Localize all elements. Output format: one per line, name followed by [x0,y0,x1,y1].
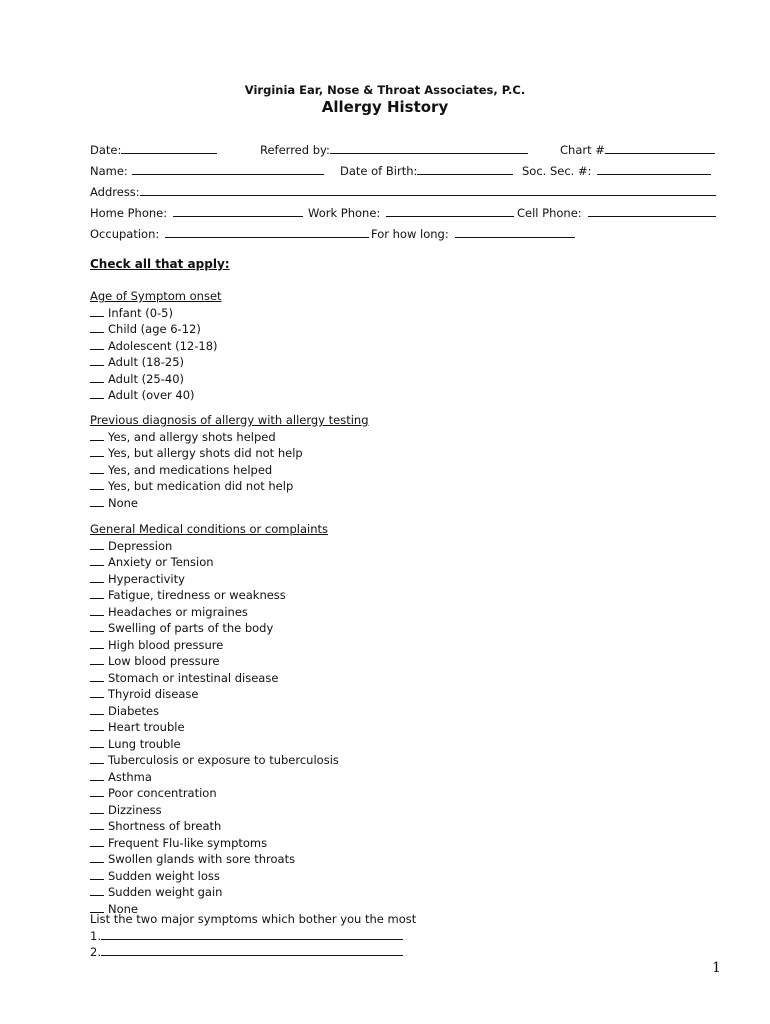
item-label: Child (age 6-12) [108,322,201,336]
check-blank[interactable] [90,653,104,665]
checklist-item[interactable] [90,495,369,512]
checklist-item[interactable] [90,835,339,852]
symptom-line-1[interactable] [90,928,416,945]
checklist-item[interactable] [90,462,369,479]
symptom-1-input-line[interactable] [101,928,403,940]
checklist-item[interactable] [90,752,339,769]
date-field [90,142,217,158]
item-label: Sudden weight gain [108,885,223,899]
check-blank[interactable] [90,587,104,599]
check-all-heading: Check all that apply: [90,257,230,271]
item-label: Anxiety or Tension [108,555,214,569]
check-blank[interactable] [90,637,104,649]
item-label: Heart trouble [108,720,185,734]
checklist-item[interactable] [90,445,369,462]
checklist-item[interactable] [90,785,339,802]
checklist-item[interactable] [90,802,339,819]
cell-phone-field [517,205,716,221]
symptom-number: 1. [90,928,101,943]
checklist-item[interactable] [90,354,222,371]
item-label: Headaches or migraines [108,604,248,619]
check-blank[interactable] [90,371,104,383]
for-how-long-field [371,226,575,242]
check-blank[interactable] [90,818,104,830]
checklist-item[interactable] [90,371,222,388]
dob-input-line[interactable] [417,163,513,175]
checklist-item[interactable] [90,321,222,338]
item-label: Hyperactivity [108,571,185,586]
check-blank[interactable] [90,719,104,731]
address-input-line[interactable] [140,184,716,196]
item-label: Lung trouble [108,736,181,751]
check-blank[interactable] [90,851,104,863]
work-phone-input-line[interactable] [386,205,514,217]
item-label: Dizziness [108,802,162,817]
check-blank[interactable] [90,703,104,715]
item-label: Yes, and medications helped [108,462,273,477]
dob-label: Date of Birth: [340,164,418,178]
organization-name: Virginia Ear, Nose & Throat Associates, P.C. [244,83,526,97]
symptom-number: 2. [90,945,101,959]
item-label: High blood pressure [108,637,224,652]
for-how-long-label: For how long: [371,227,449,241]
check-blank[interactable] [90,462,104,474]
checklist-item[interactable] [90,637,339,654]
section-heading: Age of Symptom onset [90,289,222,303]
checklist-item[interactable] [90,653,339,670]
item-label: Infant (0-5) [108,305,173,320]
check-blank[interactable] [90,884,104,896]
check-blank[interactable] [90,429,104,441]
item-label: Asthma [108,769,152,784]
check-blank[interactable] [90,338,104,350]
check-blank[interactable] [90,620,104,632]
occupation-input-line[interactable] [165,226,369,238]
checklist-item[interactable] [90,478,369,495]
checklist-item[interactable] [90,818,339,835]
date-label: Date: [90,143,122,157]
section-heading: General Medical conditions or complaints [90,522,329,536]
check-blank[interactable] [90,670,104,682]
page-number: 1 [712,960,721,976]
checklist-item[interactable] [90,670,339,687]
checklist-item[interactable] [90,305,222,322]
symptom-2-input-line[interactable] [101,944,403,956]
referred-by-input-line[interactable] [330,142,528,154]
item-label: Poor concentration [108,786,217,800]
item-label: None [108,495,139,510]
for-how-long-input-line[interactable] [455,226,575,238]
item-label: Adult (25-40) [108,371,185,386]
check-blank[interactable] [90,868,104,880]
work-phone-label: Work Phone: [308,206,381,220]
major-symptoms-prompt: List the two major symptoms which bother you the most [90,912,417,926]
item-label: Swelling of parts of the body [108,621,274,635]
checklist-item[interactable] [90,719,339,736]
checklist-item[interactable] [90,868,339,885]
check-blank[interactable] [90,478,104,490]
check-blank[interactable] [90,604,104,616]
referred-by-field [260,142,528,158]
name-field [90,163,324,179]
checklist-item[interactable] [90,587,339,604]
check-blank[interactable] [90,495,104,507]
item-label: Sudden weight loss [108,868,220,883]
check-blank[interactable] [90,802,104,814]
item-label: Frequent Flu-like symptoms [108,835,268,850]
home-phone-input-line[interactable] [173,205,303,217]
check-blank[interactable] [90,736,104,748]
major-symptoms-section [90,912,416,961]
section-heading: Previous diagnosis of allergy with allergy testing [90,413,369,427]
item-label: Depression [108,538,173,553]
checklist-item[interactable] [90,338,222,355]
occupation-label: Occupation: [90,227,160,241]
check-blank[interactable] [90,571,104,583]
home-phone-label: Home Phone: [90,206,168,220]
check-blank[interactable] [90,538,104,550]
address-label: Address: [90,185,140,199]
item-label: Adult (18-25) [108,355,185,369]
check-blank[interactable] [90,785,104,797]
item-label: Swollen glands with sore throats [108,852,296,866]
previous-diagnosis-section [90,413,369,511]
chart-input-line[interactable] [605,142,715,154]
medical-conditions-section [90,522,339,917]
work-phone-field [308,205,514,221]
ssn-field [522,163,711,179]
check-blank[interactable] [90,901,104,913]
symptom-line-2[interactable] [90,944,416,961]
checklist-item[interactable] [90,429,369,446]
checklist-item[interactable] [90,620,339,637]
item-label: Thyroid disease [108,687,199,701]
check-blank[interactable] [90,752,104,764]
ssn-input-line[interactable] [597,163,711,175]
checklist-item[interactable] [90,571,339,588]
home-phone-field [90,205,303,221]
item-label: Yes, and allergy shots helped [108,429,276,444]
checklist-item[interactable] [90,554,339,571]
dob-field [340,163,513,179]
checklist-item[interactable] [90,604,339,621]
referred-by-label: Referred by: [260,143,330,157]
check-blank[interactable] [90,305,104,317]
item-label: Yes, but medication did not help [108,479,294,493]
checklist-item[interactable] [90,736,339,753]
address-field [90,184,716,200]
occupation-field [90,226,369,242]
check-blank[interactable] [90,354,104,366]
checklist-item[interactable] [90,703,339,720]
item-label: Fatigue, tiredness or weakness [108,588,286,602]
check-blank[interactable] [90,835,104,847]
checklist-item[interactable] [90,851,339,868]
check-blank[interactable] [90,769,104,781]
name-label: Name: [90,164,128,178]
item-label: Shortness of breath [108,819,222,833]
check-blank[interactable] [90,387,104,399]
ssn-label: Soc. Sec. #: [522,164,592,178]
item-label: Yes, but allergy shots did not help [108,446,303,460]
form-title: Allergy History [321,98,449,116]
item-label: None [108,901,139,916]
checklist-item[interactable] [90,884,339,901]
checklist-item[interactable] [90,769,339,786]
cell-phone-label: Cell Phone: [517,206,582,220]
chart-field [560,142,715,158]
check-blank[interactable] [90,686,104,698]
item-label: Tuberculosis or exposure to tuberculosis [108,753,339,767]
item-label: Adult (over 40) [108,388,195,402]
check-blank[interactable] [90,554,104,566]
item-label: Low blood pressure [108,654,220,668]
name-input-line[interactable] [132,163,324,175]
age-of-onset-section [90,289,222,404]
item-label: Adolescent (12-18) [108,338,218,353]
date-input-line[interactable] [121,142,217,154]
cell-phone-input-line[interactable] [588,205,716,217]
item-label: Diabetes [108,703,160,718]
item-label: Stomach or intestinal disease [108,670,279,685]
check-blank[interactable] [90,445,104,457]
checklist-item[interactable] [90,538,339,555]
chart-label: Chart # [560,143,605,157]
checklist-item[interactable] [90,686,339,703]
checklist-item[interactable] [90,387,222,404]
check-blank[interactable] [90,321,104,333]
